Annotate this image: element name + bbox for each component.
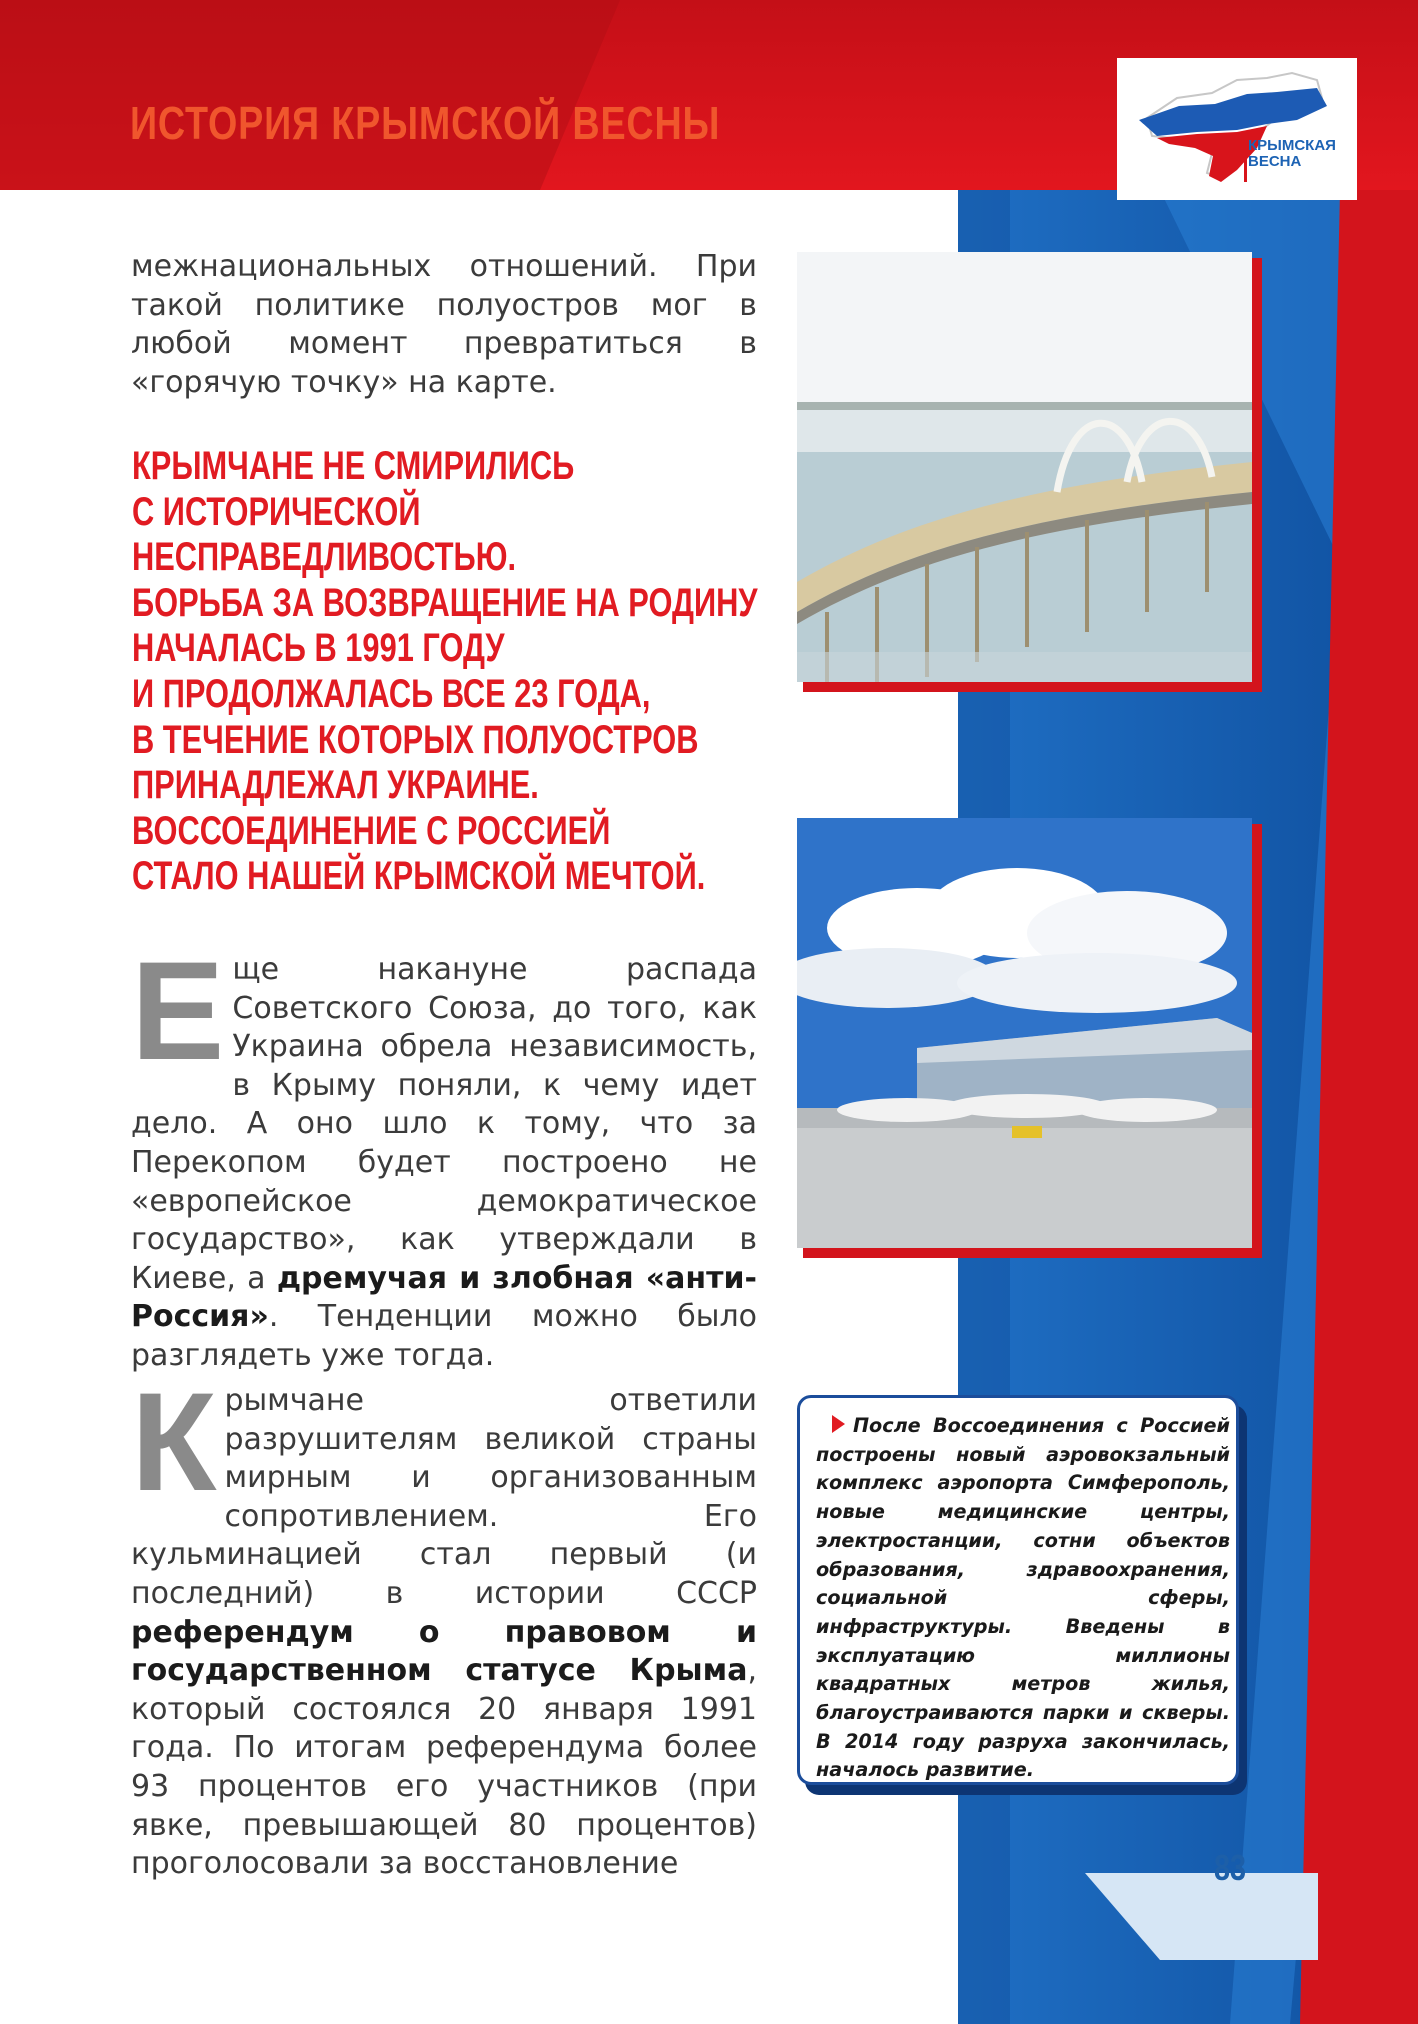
photo-frame xyxy=(797,252,1262,692)
paragraph-text: ще накануне распада Советского Союза, до того, как Украина обрела независимость, в Крыму поняли, к чему идет дело. А оно шло к тому, что за Перекопом будет построено не «европейское демократическое государство», как утверждали в Киеве, а xyxy=(131,952,757,1296)
paragraph-1 xyxy=(131,932,757,1376)
quote-line: НАЧАЛАСЬ В 1991 ГОДУ xyxy=(132,626,505,671)
dropcap: К xyxy=(131,1363,217,1520)
crimea-map-icon xyxy=(1117,58,1357,200)
bridge-photo xyxy=(797,252,1262,692)
logo-line-2: ВЕСНА xyxy=(1248,153,1302,170)
callout-box xyxy=(797,1395,1239,1785)
logo-text xyxy=(1248,138,1358,170)
paragraph-text: рымчане ответили разрушителям великой страны мирным и организованным сопротивлением. Его кульминацией стал первый (и последний) в истории СССР xyxy=(131,1383,757,1611)
quote-line: ПРИНАДЛЕЖАЛ УКРАИНЕ. xyxy=(132,763,539,808)
paragraph-bold: референдум о правовом и государственном статусе Крыма xyxy=(131,1614,757,1689)
quote-line: ВОССОЕДИНЕНИЕ С РОССИЕЙ xyxy=(132,808,611,853)
logo-line-1: КРЫМСКАЯ xyxy=(1248,137,1336,154)
quote-line: БОРЬБА ЗА ВОЗВРАЩЕНИЕ НА РОДИНУ xyxy=(132,580,758,625)
page-tab-red xyxy=(1318,1873,1418,1960)
paragraph-bold: дремучая и злобная «анти-Россия» xyxy=(131,1260,757,1335)
arrow-right-icon xyxy=(832,1415,845,1433)
quote-line: СТАЛО НАШЕЙ КРЫМСКОЙ МЕЧТОЙ. xyxy=(132,854,706,899)
quote-line: КРЫМЧАНЕ НЕ СМИРИЛИСЬ xyxy=(132,444,575,488)
paragraph-text: . Тенденции можно было разглядеть уже тогда. xyxy=(131,1299,757,1373)
header-shade xyxy=(0,0,620,190)
dropcap: Е xyxy=(131,932,225,1089)
paragraph-text: , который состоялся 20 января 1991 года. По итогам референдума более 93 процентов его участников (при явке, превышающей 80 процентов) проголосовали за восстановление xyxy=(131,1653,757,1882)
header-title: ИСТОРИЯ КРЫМСКОЙ ВЕСНЫ xyxy=(130,97,721,149)
photo-frame xyxy=(797,818,1262,1258)
pull-quote xyxy=(132,444,758,900)
quote-line: И ПРОДОЛЖАЛАСЬ ВСЕ 23 ГОДА, xyxy=(132,671,651,716)
crimean-spring-logo xyxy=(1117,58,1357,200)
intro-paragraph: межнациональных отношений. При такой политике полуостров мог в любой момент превратиться в «горячую точку» на карте. xyxy=(131,249,757,400)
quote-line: В ТЕЧЕНИЕ КОТОРЫХ ПОЛУОСТРОВ xyxy=(132,717,699,762)
quote-line: С ИСТОРИЧЕСКОЙ xyxy=(132,489,421,534)
callout-body: После Воссоединения с Россией построены новый аэровокзальный комплекс аэропорта Симферополь, новые медицинские центры, электростанции, сотни объектов образования, здравоохранения, социальной сферы, инфраструктуры. Введены в эксплуатацию миллионы квадратных метров жилья, благоустраиваются парки и скверы. В 2014 году разруха закончилась, началось развитие. xyxy=(816,1414,1230,1782)
airport-photo xyxy=(797,818,1262,1258)
page-number: 83 xyxy=(1213,1847,1247,1888)
callout-text xyxy=(816,1412,1230,1785)
paragraph-2 xyxy=(131,1363,757,1884)
quote-line: НЕСПРАВЕДЛИВОСТЬЮ. xyxy=(132,535,517,580)
